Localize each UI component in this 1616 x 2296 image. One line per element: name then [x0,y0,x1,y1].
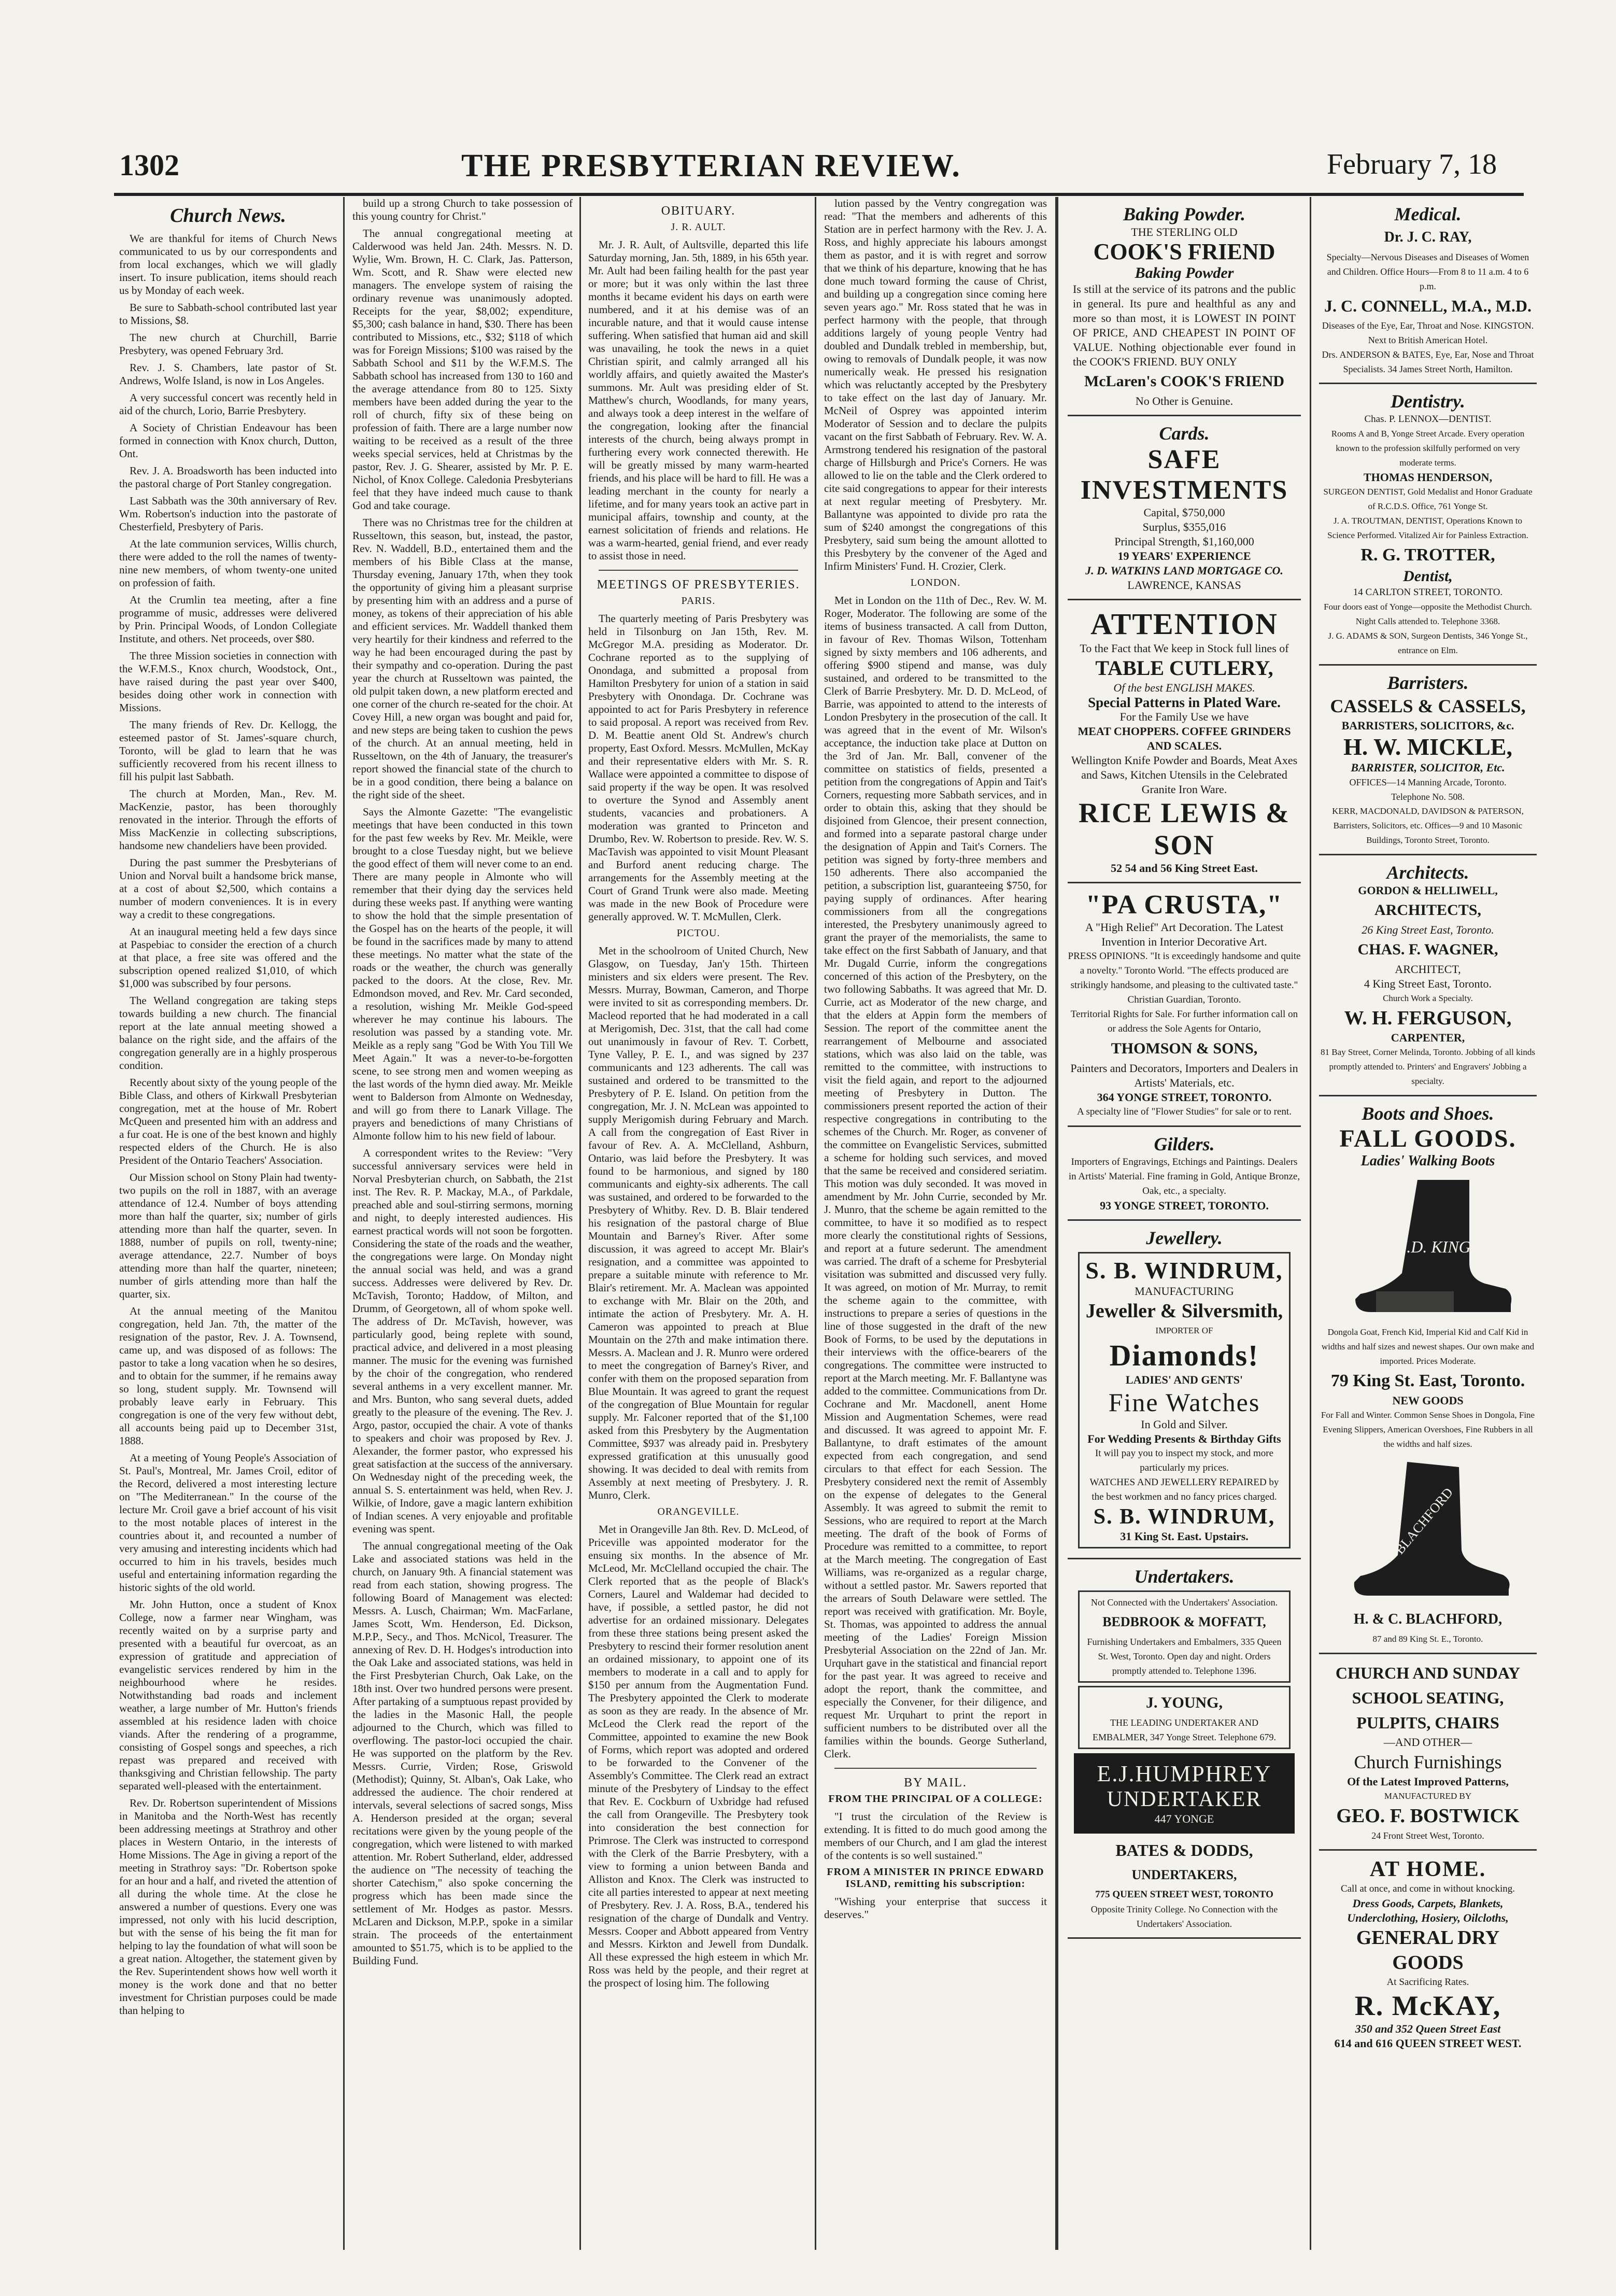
article-paragraph: A very successful concert was recently held in aid of the church, Lorio, Barrie Presbytery. [119,391,337,417]
column-presbyteries-cont [824,197,1047,2250]
connell-text: Diseases of the Eye, Ear, Throat and Nose. KINGSTON. Next to British American Hotel. [1322,320,1534,345]
article-paragraph: At a meeting of Young People's Association of St. Paul's, Montreal, Mr. James Croil, editor of the Record, delivered a most interesting lecture on "The Mediterranean." In the course of the lecture Mr. Croil gave a brief account of his visit to the most notable places of interest in the countries about it, and recounted a number of very amusing and interesting incidents which had occurred to him in his travels, besides much useful and entertaining information regarding the historic sights of the old world. [119,1452,337,1594]
cooks-sub: Baking Powder [1135,264,1234,281]
boot-icon [1340,1175,1516,1320]
windrum-importer: IMPORTER OF [1155,1326,1213,1335]
cutlery-title: TABLE CUTLERY, [1095,656,1273,680]
troutman: J. A. TROUTMAN, DENTIST, Operations Known to Science Performed. Vitalized Air for Painless Extraction. [1327,516,1528,540]
article-paragraph: Met in the schoolroom of United Church, New Glasgow, on Tuesday, Jan'y 15th. Thirteen ministers and six elders were present. The Rev. Messrs. Murray, Bowman, Cameron, and Thorpe were invited to sit as corresponding members. Dr. Macleod reported that he had moderated in a call at Merigomish, Dec. 31st, that the call had come out unanimously in favour of Rev. T. Corbett, Tyne Valley, P. E. I., and was signed by 237 communicants and 123 adherents. The call was sustained and ordered to be transmitted to the Presbytery of P. E. Island. On petition from the congregation, Mr. J. N. McLean was appointed to supply Merigomish during February and March. A call from the congregation of East River in favour of Rev. A. A. McClelland, Ashburn, Ontario, was laid before the Presbytery. It was found to be harmonious, and signed by 180 communicants and eighty-six adherents. The call was sustained, and ordered to be forwarded to the Presbytery of Whitby. Rev. D. B. Blair tendered his resignation of the pastoral charge of Blue Mountain and Barney's River. After some discussion, it was agreed to accept Mr. Blair's resignation, and a committee was appointed to prepare a suitable minute with reference to Mr. Blair's retirement. Mr. A. Maclean was appointed to exchange with Mr. Blair on the 20th, and intimate the action of Presbytery. Mr. A. H. Cameron was appointed to preach at Blue Mountain on the 27th and make intimation there. Messrs. A. Maclean and J. R. Munro were ordered to meet the congregation of Barney's River, and confer with them on the proposed separation from Blue Mountain. It was agreed to grant the request of the congregation of Blue Mountain for regular supply. Mr. Falconer reported that of the $1,100 asked from this Presbytery by the Augmentation Committee, $937 was already paid in. Presbytery expressed gratification at this unusually good showing. It was decided to deal with remits from Assembly at next meeting of Presbytery. J. R. Munro, Clerk. [588,945,809,1501]
trotter-sub: Dentist, [1403,568,1453,585]
obituary-subheading: J. R. AULT. [671,221,726,233]
windrum-trade: Jeweller & Silversmith, [1085,1300,1283,1322]
column-obituary-presbyteries [588,197,809,2250]
ferguson-sub: CARPENTER, [1391,1031,1465,1044]
article-paragraph: The quarterly meeting of Paris Presbytery was held in Tilsonburg on Jan 15th, Rev. M. McGregor M.A. presiding as Moderator. Dr. Cochrane reported as to the supplying of Onondaga, and submitted a proposal from Hamilton Presbytery for union of a station in said Presbytery with Onondaga. Dr. Cochrane was appointed to act for Paris Presbytery in reference to said proposal. A report was received from Rev. D. M. Beattie anent Old St. Andrew's church property, East Oxford. Messrs. McMullen, McKay and their representative elders with Mr. S. R. Wallace were appointed a committee to dispose of said property if the way be open. It was resolved to overture the Synod and Assembly anent students, vacancies and probationers. A moderation was granted to Princeton and Drumbo, Rev. W. Robertson to preside. Rev. W. S. MacTavish was appointed to visit Mount Pleasant and Burford anent reducing charge. The arrangements for the Assembly meeting at the Court of Grand Trunk were also made. Meeting was made in the new Book of Procedure were generally approved. W. T. McMullen, Clerk. [588,612,809,923]
gordon-sub: ARCHITECTS, [1374,902,1481,919]
article-paragraph: Our Mission school on Stony Plain had twenty-two pupils on the roll in 1887, with an average attendance of 12.4. Number of boys attending more than half the quarter, six; number of girls attending more than half the quarter, seven. In 1888, number of pupils on roll, twenty-nine; average attendance, 22.7. Number of boys attending more than half the quarter, nineteen; number of girls attending more than half the quarter, six. [119,1171,337,1300]
humphrey-address: 447 YONGE [1154,1812,1214,1825]
baking-powder-heading: Baking Powder. [1123,204,1246,224]
church-furnishings: Church Furnishings [1354,1752,1502,1772]
diamonds: Diamonds! [1109,1339,1259,1372]
attention-title: ATTENTION [1090,607,1278,641]
adams: J. G. ADAMS & SON, Surgeon Dentists, 346 Yonge St., entrance on Elm. [1328,631,1528,655]
church-other: —AND OTHER— [1383,1736,1472,1749]
church-maker: MANUFACTURED BY [1384,1791,1472,1801]
article-paragraph: The annual congregational meeting of the Oak Lake and associated stations was held in the church, on January 9th. A financial statement was read from each station, showing progress. The following Board of Management was elected: Messrs. A. Lusch, Chairman; Wm. MacFarlane, James Scott, Wm. Henderson, Ed. Dickson, M.P.P., Secy., and Thos. McNicol, Treasurer. The annexing of Rev. D. H. Hodges's introduction into the Oak Lake and associated stations, was held in the First Presbyterian Church, Oak Lake, on the 18th inst. Over two hundred persons were present. After partaking of a sumptuous repast provided by the ladies in the Masonic Hall, the people adjourned to the Church, which was filled to overflowing. The pastor-loci occupied the chair. He was supported on the platform by the Rev. Messrs. Currie, Virden; Rose, Griswold (Methodist); Quinny, St. Alban's, Oak Lake, who addressed the audience. The choir rendered at intervals, several selections of sacred songs, Miss A. Henderson presided at the organ; several recitations were given by the young people of the congregation, which were listened to with marked attention. Mr. Robert Sutherland, elder, addressed the audience on "The necessity of teaching the shorter Catechism," also spoke concerning the progress which has been made since the settlement of Mr. Hodges as pastor. Messrs. McLaren and Dickson, M.P.P., spoke in a similar strain. The proceeds of the entertainment amounted to $51.75, which is to be applied to the Building Fund. [352,1540,573,1967]
column-rule [343,197,345,2250]
minister-heading: FROM A MINISTER IN PRINCE EDWARD ISLAND, remitting his subscription: [827,1866,1044,1890]
article-paragraph: The church at Morden, Man., Rev. M. MacKenzie, pastor, has been thoroughly renovated in the interior. Through the efforts of Miss MacKenzie in collecting subscriptions, handsome new chandeliers have been provided. [119,787,337,852]
lennox: Chas. P. LENNOX—DENTIST. [1364,414,1492,425]
thomson-text: Painters and Decorators, Importers and Dealers in Artists' Materials, etc. [1070,1062,1298,1089]
article-paragraph: Be sure to Sabbath-school contributed last year to Missions, $8. [119,301,337,327]
article-paragraph: lution passed by the Ventry congregation was read: "That the members and adherents of this Station are in perfect harmony with the Rev. J. A. Ross, and highly appreciate his labours amongst them as pastor, and it is with regret and sorrow that we think of his departure, knowing that he has done much toward forming the cause of Christ, and building up a congregation since coming here seven years ago." Mr. Ross stated that he was in perfect harmony with the people, that through additions largely of young people Ventry had doubled and Dundalk trebled in membership, but, owing to removals of Dundalk people, it was now numerically weak. He pressed his resignation which was reluctantly accepted by the Presbytery to take effect on the last day of January. Mr. McNeil of Osprey was appointed interim Moderator of Session and to declare the pulpits vacant on the first Sabbath of February. Rev. W. A. Armstrong tendered his resignation of the pastoral charge of Hillsburgh and Price's Corners. He was allowed to lie on the table and the Clerk ordered to cite said congregations to appear for their interests at next regular meeting of Presbytery. Mr. Ballantyne was appointed to divide pro rata the sum of $240 amongst the congregations of this Presbytery, said sum being the amount allotted to this Presbytery by the convener of the Aged and Infirm Ministers' Fund. H. Crozier, Clerk. [824,197,1047,572]
humphrey-box [1074,1753,1295,1834]
article-paragraph: At the annual meeting of the Manitou congregation, held Jan. 7th, the matter of the resignation of the pastor, Rev. J. A. Townsend, came up, and was disposed of as follows: The pastor to take a long vacation when he so desires, and to obtain for the summer, if he remains away so long, student supply. Mr. Townsend will probably leave early in February. This congregation is one of the very few without debt, all accounts being paid up to December 31st, 1888. [119,1305,337,1447]
ad-dentistry [1319,384,1537,666]
section-heading-church-news: Church News. [170,205,286,227]
mickle-sub: BARRISTER, SOLICITOR, Etc. [1351,761,1505,774]
rice-lewis-title: RICE LEWIS & SON [1078,797,1291,861]
bates-sub: UNDERTAKERS, [1131,1867,1237,1882]
london-report [824,594,1047,1760]
safe-company: J. D. WATKINS LAND MORTGAGE CO. [1085,564,1283,577]
article-paragraph: Rev. J. S. Chambers, late pastor of St. Andrews, Wolfe Island, is now in Los Angeles. [119,361,337,387]
ad-windrum [1068,1221,1301,1559]
mckay-address-1: 350 and 352 Queen Street East [1355,2022,1501,2035]
ferguson-text: 81 Bay Street, Corner Melinda, Toronto. Jobbing of all kinds promptly attended to. Printers' and Engravers' Jobbing a specialty. [1320,1047,1535,1086]
humphrey-sub: UNDERTAKER [1107,1787,1262,1811]
paris-report [588,612,809,923]
article-paragraph: At the Crumlin tea meeting, after a fine programme of music, addresses were delivered by Prin. Principal Woods, of London Collegiate Institute, and others. Net proceeds, over $80. [119,594,337,645]
walking-boots: Ladies' Walking Boots [1360,1153,1495,1169]
fall-goods: FALL GOODS. [1339,1125,1516,1152]
inspect-stock: It will pay you to inspect my stock, and more particularly my prices. [1095,1448,1274,1473]
at-home-text: Call at once, and come in without knocking. [1340,1883,1515,1894]
lennox-text: Rooms A and B, Yonge Street Arcade. Every operation known to the profession skilfully performed on very moderate terms. [1331,429,1525,468]
london-heading: LONDON. [910,577,961,588]
meetings-heading: MEETINGS OF PRESBYTERIES. [597,578,800,591]
medical-heading: Medical. [1394,204,1462,224]
plated-ware: Special Patterns in Plated Ware. [1088,695,1281,710]
new-goods-text: For Fall and Winter. Common Sense Shoes in Dongola, Fine Evening Slippers, American Overshoes, Fine Rubbers in all the widths and half sizes. [1321,1410,1535,1449]
article-paragraph: The Welland congregation are taking steps towards building a new church. The financial report at the late annual meeting showed a balance on the right side, and the affairs of the congregation generally are in a highly prosperous condition. [119,994,337,1072]
ferguson-title: W. H. FERGUSON, [1344,1007,1512,1029]
ladies-gents: LADIES' AND GENTS' [1125,1373,1243,1386]
windrum-name2: S. B. WINDRUM, [1093,1505,1275,1529]
mickle-title: H. W. MICKLE, [1343,734,1512,760]
ray-text: Specialty—Nervous Diseases and Diseases of Women and Children. Office Hours—From 8 to 11 a.m. 4 to 6 p.m. [1326,252,1529,291]
cooks-friend-title: COOK'S FRIEND [1093,239,1275,264]
church-sub2: PULPITS, CHAIRS [1356,1713,1499,1732]
ad-barristers [1319,666,1537,855]
article-paragraph: Mr. John Hutton, once a student of Knox College, now a farmer near Wingham, was recently waited on by a surprise party and presented with a beautiful fur overcoat, as an expression of gratitude and appreciation of evangelistic services rendered by him in the neighbourhood where he resides. Notwithstanding bad roads and inclement weather, a large number of Mr. Hutton's friends assembled at his residence laden with choice viands. After the rendering of a programme, consisting of Gospel songs and speeches, a rich repast was prepared and received with thanksgiving and Christian fellowship. The party separated well-pleased with the entertainment. [119,1598,337,1792]
crusta-agency: Territorial Rights for Sale. For further information call on or address the Sole Agents for Ontario, [1070,1009,1298,1034]
ad-undertakers [1068,1559,1301,1939]
by-mail-heading: BY MAIL. [904,1776,967,1790]
young-title: J. YOUNG, [1145,1694,1223,1711]
article-paragraph: Rev. Dr. Robertson superintendent of Missions in Manitoba and the North-West has recently been addressing meetings at Strathroy and other places in Western Ontario, in the interests of Home Missions. The Age in giving a report of the meeting in Strathroy says: "Dr. Robertson spoke for an hour and a half, and riveted the attention of all during the whole time. At the close he answered a number of questions. Every one was impressed, not only with his lucid description, but with the sense of his being the fit man for helping to lay the foundation of what will soon be a great nation. Altogether, the statement given by the Rev. Superintendent shows how well worth it money is the work done and that no better investment for Christian purposes could be made than helping to [119,1797,337,2017]
page-number: 1302 [119,148,179,182]
mckay-title: R. McKAY, [1354,1990,1501,2021]
windrum-sub: MANUFACTURING [1135,1285,1234,1298]
church-sub: SCHOOL SEATING, [1352,1688,1504,1707]
ad-baking-powder [1068,197,1301,416]
wellington-text: Wellington Knife Powder and Boards, Meat Axes and Saws, Kitchen Utensils in the Celebrated Granite Iron Ware. [1071,754,1298,796]
cooks-tail: No Other is Genuine. [1135,395,1234,407]
crusta-title: "PA CRUSTA," [1085,890,1283,920]
safe-surplus: Surplus, $355,016 [1142,520,1226,533]
rice-lewis-address: 52 54 and 56 King Street East. [1111,862,1258,875]
thomson-tail: A specialty line of "Flower Studies" for sale or to rent. [1077,1106,1292,1117]
safe-years: 19 YEARS' EXPERIENCE [1117,550,1251,562]
article-paragraph: The new church at Churchill, Barrie Presbytery, was opened February 3rd. [119,331,337,357]
barristers-heading: Barristers. [1387,672,1469,693]
blachford-address: 87 and 89 King St. E., Toronto. [1372,1634,1483,1644]
cooks-buy: McLaren's COOK'S FRIEND [1084,373,1285,390]
article-paragraph: Says the Almonte Gazette: "The evangelistic meetings that have been conducted in this town for the past few weeks by Rev. Mr. Meikle, were brought to a close Tuesday night, but we believe the good effect of them will never come to an end. There are many people in Almonte who will remember that their dying day the services held during these weeks past. If anything were wanting to show the hold that the simple presentation of the Gospel has on the hearts of the people, it will be found in the sacrifices made by many to attend these meetings. No matter what the state of the roads or the weather, the church was generally packed to the doors. At the close, Rev. Mr. Edmondson moved, and Rev. Mr. Card seconded, a resolution, wishing Mr. Meikle God-speed wherever he may continue his labours. The resolution was passed by a standing vote. Mr. Meikle as a reply sang "God be With You Till We Meet Again." It was a never-to-be-forgotten scene, to see strong men and women weeping as the last words of the hymn died away. Mr. Meikle went to Balderson from Almonte on Wednesday, and will go from there to Lanark Village. The prayers and benedictions of many Christians of Almonte follow him to his new field of labour. [352,806,573,1142]
column-advertisements-1 [1068,197,1301,2250]
watches-repaired: WATCHES AND JEWELLERY REPAIRED by the best workmen and no fancy prices charged. [1089,1477,1279,1502]
ray-title: Dr. J. C. RAY, [1384,229,1472,245]
principal-quote: "I trust the circulation of the Review is extending. It is fitted to do much good among the members of our Church, and I am glad the interest of the contents is so well sustained." [824,1810,1047,1862]
church-news-articles [119,232,337,2017]
ad-medical [1319,197,1537,384]
cassels-sub: BARRISTERS, SOLICITORS, &c. [1341,719,1514,732]
church-latest: Of the Latest Improved Patterns, [1347,1775,1509,1788]
anderson-text: Drs. ANDERSON & BATES, Eye, Ear, Nose and Throat Specialists. 34 James Street North, Hamilton. [1322,349,1534,374]
cassels-title: CASSELS & CASSELS, [1330,696,1526,716]
obituary-heading: OBITUARY. [661,204,736,218]
article-paragraph: The annual congregational meeting at Calderwood was held Jan. 24th. Messrs. N. D. Wylie, Wm. Brown, H. C. Clark, Jas. Patterson, Wm. Scott, and R. Shaw were elected new managers. The envelope system of raising the ordinary revenue was unanimously adopted. Receipts for the year, $8,002; expenditure, $5,300; cash balance in hand, $30. There has been contributed to Missions, etc., $32; $118 of which was for Foreign Missions; $100 was raised by the Sabbath School and $11 by the W.F.M.S. The Sabbath school has increased from 130 to 160 and the average attendance from 80 to 125. Sixty members have been added during the year to the roll of church, fifty six of these being on profession of faith. There are a large number now waiting to be received as a result of the three weeks special services, held at Christmas by the pastor, Rev. J. G. Shearer, assisted by Mr. P. E. Nichol, of Knox College. Caledonia Presbyterians feel that they have indeed much cause to thank God and take courage. [352,227,573,512]
bedbrook-text: Furnishing Undertakers and Embalmers, 335 Queen St. West, Toronto. Open day and night. Orders promptly attended to. Telephone 1396. [1087,1637,1282,1676]
wagner-sub: ARCHITECT, [1395,963,1461,976]
ad-at-home [1319,1851,1537,2057]
crusta-opinions: PRESS OPINIONS. "It is exceedingly handsome and quite a novelty." Toronto World. "The effects produced are strikingly handsome, and pleasing to the cultivated taste." Christian Guardian, Toronto. [1068,951,1301,1005]
boot-icon-2 [1340,1457,1516,1602]
humphrey-title: E.J.HUMPHREY [1097,1761,1272,1786]
ad-church-furnishings [1319,1654,1537,1851]
thomson-title: THOMSON & SONS, [1111,1040,1258,1057]
king-address: 79 King St. East, Toronto. [1330,1371,1525,1390]
bates-text: Opposite Trinity College. No Connection with the Undertakers' Association. [1090,1904,1278,1929]
mckay-address-2: 614 and 616 QUEEN STREET WEST. [1334,2037,1522,2050]
wagner-title: CHAS. F. WAGNER, [1357,941,1498,958]
young-text: THE LEADING UNDERTAKER AND EMBALMER, 347 Yonge Street. Telephone 679. [1093,1717,1276,1742]
obituary-text [588,238,809,562]
ad-boots [1319,1096,1537,1654]
cooks-text: Is still at the service of its patrons and the public in general. Its pure and healthful as any and more so than most, it is LOWEST IN POINT OF PRICE, AND CHEAPEST IN POINT OF VALUE. Nothing objectionable ever found in the COOK'S FRIEND. BUY ONLY [1073,283,1296,368]
cooks-pre: THE STERLING OLD [1131,226,1238,238]
masthead [0,0,1616,187]
article-paragraph: The many friends of Rev. Dr. Kellogg, the esteemed pastor of St. James'-square church, Toronto, will be glad to learn that he was sufficiently recovered from his recent illness to fill his pulpit last Sabbath. [119,719,337,783]
gold-silver: In Gold and Silver. [1141,1418,1228,1431]
article-paragraph: Recently about sixty of the young people of the Bible Class, and others of Kirkwall Presbyterian congregation, met at the house of Mr. Robert McQueen and presented him with an address and a fur coat. He is one of the best known and highly respected elders of the Church. He is also President of the Ontario Teachers' Association. [119,1076,337,1166]
ad-gilders [1068,1127,1301,1221]
gilders-address: 93 YONGE STREET, TORONTO. [1100,1199,1269,1212]
bostwick: GEO. F. BOSTWICK [1336,1805,1520,1827]
ad-rice-lewis [1068,600,1301,883]
column-advertisements-2 [1319,197,1537,2250]
paper-title: THE PRESBYTERIAN REVIEW. [461,148,961,184]
article-paragraph: The three Mission societies in connection with the W.F.M.S., Knox church, Woodstock, Ont., have raised during the past year over $400, besides doing other work in connection with Missions. [119,650,337,714]
article-paragraph: There was no Christmas tree for the children at Russeltown, this season, but, instead, the pastor, Rev. N. Waddell, B.D., entertained them and the members of his Bible Class at the manse, Thursday evening, January 17th, when they took the opportunity of giving him a pleasant surprise by presenting him with an address and a purse of money, as tokens of their appreciation of his able and efficient services. Mr. Waddell thanked them very heartily for their kindness and referred to the way he had been encouraged during the past by their sympathy and co-operation. During the past year the church at Russeltown was painted, the old pulpit taken down, a new platform erected and one corner of the church re-seated for the choir. At Covey Hill, a new organ was bought and paid for, and new steps are being taken to cushion the pews of the church. At an annual meeting, held in Russeltown, on the 4th of January, the treasurer's report showed the financial state of the church to be in a good condition, there being a balance on the right side of the sheet. [352,516,573,801]
wagner-address: 4 King Street East, Toronto. [1364,977,1492,990]
king-label: J.D. KING & Co [1399,1237,1511,1256]
column-rule-heavy [1055,197,1058,2250]
ad-pa-crusta [1068,883,1301,1127]
blachford-title: H. & C. BLACHFORD, [1353,1611,1502,1627]
family-use: For the Family Use we have [1119,710,1249,723]
column-church-news [119,197,337,2250]
issue-date: February 7, 18 [1327,148,1497,180]
article-paragraph: During the past summer the Presbyterians of Union and Norval built a handsome brick manse, at a cost of about $2,500, which contains a number of modern conveniences. It is in every way a credit to these congregations. [119,856,337,921]
church-news-continued [352,197,573,1967]
divider [834,1768,1037,1769]
young-box [1078,1686,1291,1749]
safe-location: LAWRENCE, KANSAS [1127,579,1241,591]
boot-desc: Dongola Goat, French Kid, Imperial Kid and Calf Kid in widths and half sizes and newest shapes. Our own make and imported. Prices Moderate. [1321,1327,1535,1366]
cards-heading: Cards. [1159,423,1210,444]
minister-quote: "Wishing your enterprise that success it deserves." [824,1895,1047,1921]
article-paragraph: Last Sabbath was the 30th anniversary of Rev. Wm. Robertson's induction into the pastorate of Chesterfield, Presbytery of Paris. [119,495,337,533]
bedbrook-title: BEDBROOK & MOFFATT, [1102,1614,1266,1629]
general-dry-goods: GENERAL DRY GOODS [1356,1927,1500,1974]
windrum-title: S. B. WINDRUM, [1085,1257,1283,1284]
blachford-label: BLACHFORD [1392,1485,1456,1557]
henderson-text: SURGEON DENTIST, Gold Medalist and Honor Graduate of R.C.D.S. Office, 761 Yonge St. [1323,487,1533,511]
safe-title: SAFE INVESTMENTS [1080,445,1288,505]
fine-watches: Fine Watches [1108,1388,1260,1417]
orangeville-continued [824,197,1047,573]
bates-title: BATES & DODDS, [1115,1841,1253,1860]
bedbrook-intro: Not Connected with the Undertakers' Association. [1090,1597,1278,1608]
article-paragraph: Mr. J. R. Ault, of Aultsville, departed this life Saturday morning, Jan. 5th, 1889, in his 65th year. Mr. Ault had been failing health for the past year or more; but it was only within the last three months it became evident his days on earth were numbered, and it at his demise was of an incurable nature, and that it would cause intense suffering. When satisfied that human aid and skill was unavailing, he took the news in a quiet Christian spirit, and calmly arranged all his worldly affairs, and quietly awaited the Master's summons. Mr. Ault was presiding elder of St. Matthew's church, Woodlands, for many years, and always took a deep interest in the welfare of the congregation, looking after the financial interests of the church, being always prompt in furthering every work connected therewith. He will be greatly missed by many warm-hearted friends, and his place will be hard to fill. He was a leading merchant in the county for nearly a lifetime, and for many years took an active part in municipal affairs, township and county, at the earnest solicitation of friends and relations. He was a warm-hearted, genial friend, and ever ready to assist those in need. [588,238,809,562]
at-home-heading: AT HOME. [1369,1857,1486,1881]
attention-text: To the Fact that We keep in Stock full lines of [1080,642,1289,655]
trotter-address: 14 CARLTON STREET, TORONTO. [1353,587,1503,598]
church-title: CHURCH AND SUNDAY [1335,1664,1521,1682]
trotter-text: Four doors east of Yonge—opposite the Methodist Church. Night Calls attended to. Telephone 3368. [1324,602,1532,626]
column-rule [1310,197,1311,2250]
article-paragraph: At the late communion services, Willis church, there were added to the roll the names of twenty-nine new members, of whom twenty-one united on profession of faith. [119,538,337,589]
masthead-rule [114,193,1524,196]
mickle-phone: Telephone No. 508. [1391,792,1465,802]
crusta-sub: A "High Relief" Art Decoration. The Latest Invention in Interior Decorative Art. [1085,921,1284,948]
article-paragraph: A correspondent writes to the Review: "Very successful anniversary services were held in Norval Presbyterian church, on Sabbath, the 21st inst. The Rev. R. P. Mackay, M.A., of Parkdale, preached able and soul-stirring sermons, morning and night, to deeply interested audiences. His earnest practical words will not soon be forgotten. Considering the state of the roads and the weather, the congregations were large. On Monday night the annual social was held, and was a grand success. Addresses were delivered by Rev. Dr. McTavish, Toronto; Haddow, of Milton, and Drumm, of Georgetown, all of whom spoke well. The address of Dr. McTavish, however, was particularly good, being replete with sound, practical advice, and delivered in a most pleasing manner. The music for the evening was furnished by the choir of the congregation, who rendered several anthems in a very excellent manner. Mr. and Mrs. Bunton, who sang several duets, added greatly to the pleasure of the evening. The Rev. J. Argo, pastor, occupied the chair. A vote of thanks to speakers and choir was proposed by Rev. J. Alexander, the former pastor, who expressed his great satisfaction at the success of the anniversary. On Wednesday night of the preceding week, the annual S. S. entertainment was held, when Rev. J. Wilkie, of Indore, gave a magic lantern exhibition of Indian scenes. A very enjoyable and profitable evening was spent. [352,1147,573,1535]
at-home-goods: Dress Goods, Carpets, Blankets, Underclothing, Hosiery, Oilcloths, [1347,1897,1509,1924]
meat-choppers: MEAT CHOPPERS. COFFEE GRINDERS AND SCALES. [1078,725,1291,752]
wagner-tail: Church Work a Specialty. [1383,993,1473,1003]
sacrificing-rates: At Sacrificing Rates. [1386,1977,1469,1988]
henderson-title: THOMAS HENDERSON, [1363,471,1493,484]
column-rule [579,197,581,2250]
divider [599,570,798,571]
undertakers-heading: Undertakers. [1134,1566,1235,1587]
orangeville-report [588,1523,809,1990]
article-paragraph: A Society of Christian Endeavour has been formed in connection with Knox church, Dutton, Ont. [119,421,337,460]
gordon-title: GORDON & HELLIWELL, [1358,884,1498,897]
pictou-report [588,945,809,1502]
article-paragraph: At an inaugural meeting held a few days since at Paspebiac to consider the erection of a church at that place, a free site was offered and the subscription opened realized $1,010, of which $1,000 was subscribed by four persons. [119,925,337,990]
dentistry-heading: Dentistry. [1391,391,1465,412]
article-paragraph: build up a strong Church to take possession of this young country for Christ." [352,197,573,222]
wedding-gifts: For Wedding Presents & Birthday Gifts [1087,1432,1281,1445]
thomson-address: 364 YONGE STREET, TORONTO. [1097,1091,1272,1104]
column-church-news-cont [352,197,573,2250]
connell-title: J. C. CONNELL, M.A., M.D. [1324,297,1532,315]
orangeville-heading: ORANGEVILLE. [657,1506,740,1517]
pictou-heading: PICTOU. [676,927,720,939]
principal-heading: FROM THE PRINCIPAL OF A COLLEGE: [828,1793,1043,1805]
gilders-heading: Gilders. [1154,1134,1215,1154]
cutlery-sub: Of the best ENGLISH MAKES. [1113,681,1255,694]
gordon-address: 26 King Street East, Toronto. [1362,923,1494,936]
article-paragraph: Met in Orangeville Jan 8th. Rev. D. McLeod, of Priceville was appointed moderator for the ensuing six months. In the absence of Mr. McLeod, Mr. McClelland occupied the chair. The Clerk reported that as the people of Black's Corners, Laurel and Waldemar had decided to have, if possible, a settled pastor, he did not advertise for an ordained missionary. Delegates from these three stations being present asked the Presbytery to rescind their former resolution anent an ordained missionary, to appoint one of its members to moderate in a call and to apply for $150 per annum from the Augmentation Fund. The Presbytery appointed the Clerk to moderate as soon as they are ready. In the absence of Mr. McLeod the Clerk read the report of the Committee, appointed to examine the new Book of Forms, which report was adopted and ordered to be forwarded to the Convener of the Assembly's Committee. The Clerk read an extract minute of the Presbytery of Lindsay to the effect that Rev. E. Cockburn of Uxbridge had refused the call from Orangeville. The Presbytery took into consideration the best connection for Primrose. The Clerk was instructed to correspond with the Clerk of the Barrie Presbytery, with a view to forming a union between Banda and Alliston and Knox. The Clerk was instructed to cite all parties interested to appear at next meeting of Presbytery. Rev. J. A. Ross, B.A., tendered his resignation of the charge of Dundalk and Ventry. Messrs. Cooper and Abbott appeared from Ventry and Messrs. Kirkton and Jewell from Dundalk. All these expressed the high esteem in which Mr. Ross was held by the people, and their regret at the prospect of losing him. The following [588,1523,809,1989]
article-paragraph: Rev. J. A. Broadsworth has been inducted into the pastoral charge of Port Stanley congregation. [119,464,337,490]
gilders-text: Importers of Engravings, Etchings and Paintings. Dealers in Artists' Material. Fine framing in Gold, Antique Bronze, Oak, etc., a specialty. [1068,1157,1300,1196]
article-paragraph: Met in London on the 11th of Dec., Rev. W. M. Roger, Moderator. The following are some of the items of business transacted. A call from Dutton, in favour of Rev. Thomas Wilson, Tottenham signed by sixty members and 106 adherents, and offering $900 stipend and manse, was duly sustained, and ordered to be transmitted to the Clerk of Barrie Presbytery. Mr. D. D. McLeod, of Barrie, was appointed to attend to the interests of London Presbytery in the prosecution of the call. It was agreed that in the event of Mr. Wilson's acceptance, the induction take place at Dutton on the 3rd of Jan. Mr. Ball, convener of the committee on statistics of fields, presented a petition from the congregations of Appin and Tait's Corners, requesting more Sabbath services, and in order to obtain this, asking that they should be disjoined from Glencoe, their present connection, and formed into a separate pastoral charge under the designation of Appin and Tait's Corners. The petition was signed by forty-three members and 150 adherents. There also accompanied the petition, a subscription list, guaranteeing $750, for paying supply of ordinances. After hearing commissioners from all the congregations interested, the Presbytery unanimously agreed to grant the prayer of the memorialists, the same to take effect on the first Sabbath of January, and that Mr. Dugald Currie, inform the congregations concerned of this action of the Presbytery, on the two following Sabbaths. It was agreed that Mr. D. Currie, act as Moderator of the new charge, and that the elders at Appin form the members of Session. The report of the committee anent the rearrangement of Melbourne and associated stations, which was also laid on the table, was remitted to the committee, with instructions to visit the field again, and report to the adjourned meeting of Presbytery in Dutton. The commissioners present reported the action of their respective congregations in contributing to the schemes of the Church. Mr. Roger, as convener of the committee on Evangelistic Services, submitted a scheme for holding such services, and moved that the same be received and considered seriatim. This motion was duly seconded. It was moved in amendment by Mr. John Currie, seconded by Mr. J. Munro, that the scheme be again remitted to the committee, to have it so modified as to respect more clearly the constitutional rights of Sessions, and report at a future sederunt. The amendment was carried. The draft of a scheme for Presbyterial visitation was submitted and discussed very fully. It was agreed, on motion of Mr. Murray, to remit the scheme again to the committee, with instructions to prepare a series of questions in the line of those suggested in the draft of the new Book of Forms, to be used by the deputations in their interviews with the office-bearers of the congregations. The committee were instructed to report at the March meeting. Mr. F. Ballantyne was added to the committee. Communications from Dr. Cochrane and Mr. Macdonell, anent Home Mission and Augmentation Schemes, were read and discussed. It was agreed to appoint Mr. F. Ballantyne, to draft estimates of the amount expected from each congregation, and send circulars to that effect for each Session. The Presbytery considered next the remit of Assembly on the expense of delegates to the General Assembly. It was agreed to submit the remit to Sessions, who are required to report at the March meeting. The draft of the book of Forms of Procedure was remitted to a committee, to report at the March meeting. The congregation of East Williams, was re-organized as a regular charge, without a settled pastor. Mr. Sawers reported that the arrears of South Delaware were settled. The report was received with gratification. Mr. Boyle, St. Thomas, was appointed to address the annual meeting of the Ladies' Foreign Mission Presbyterial Association on the 22nd of Jan. Mr. Urquhart gave in the statistical and financial report for the past year. It was agreed to receive and adopt the report, thank the committee, and especially the Convener, for their diligence, and request Mr. Urquhart to print the report in sufficient numbers to be distributed over all the families within the bounds. George Sutherland, Clerk. [824,594,1047,1760]
kerr: KERR, MACDONALD, DAVIDSON & PATERSON, Barristers, Solicitors, etc. Offices—9 and 10 Masonic Buildings, Toronto Street, Toronto. [1332,806,1524,845]
column-rule [815,197,816,2250]
windrum-address: 31 King St. East. Upstairs. [1120,1530,1249,1543]
mickle-office: OFFICES—14 Manning Arcade, Toronto. [1349,777,1507,787]
windrum-box [1078,1252,1291,1548]
jewellery-heading: Jewellery. [1146,1228,1223,1248]
boots-heading: Boots and Shoes. [1362,1103,1494,1124]
new-goods: NEW GOODS [1392,1394,1464,1407]
bates-address: 775 QUEEN STREET WEST, TORONTO [1095,1889,1273,1900]
architects-heading: Architects. [1386,862,1469,883]
safe-capital: Capital, $750,000 [1143,506,1225,519]
bedbrook-box [1078,1590,1291,1683]
article-paragraph: We are thankful for items of Church News communicated to us by our correspondents and from local exchanges, which we will gladly insert. To insure publication, items should reach us by Monday of each week. [119,232,337,297]
safe-strength: Principal Strength, $1,160,000 [1114,535,1254,548]
ad-architects [1319,855,1537,1096]
trotter-title: R. G. TROTTER, [1360,545,1495,565]
paris-heading: PARIS. [681,595,716,607]
bostwick-address: 24 Front Street West, Toronto. [1371,1830,1484,1841]
ad-safe-investments [1068,416,1301,600]
